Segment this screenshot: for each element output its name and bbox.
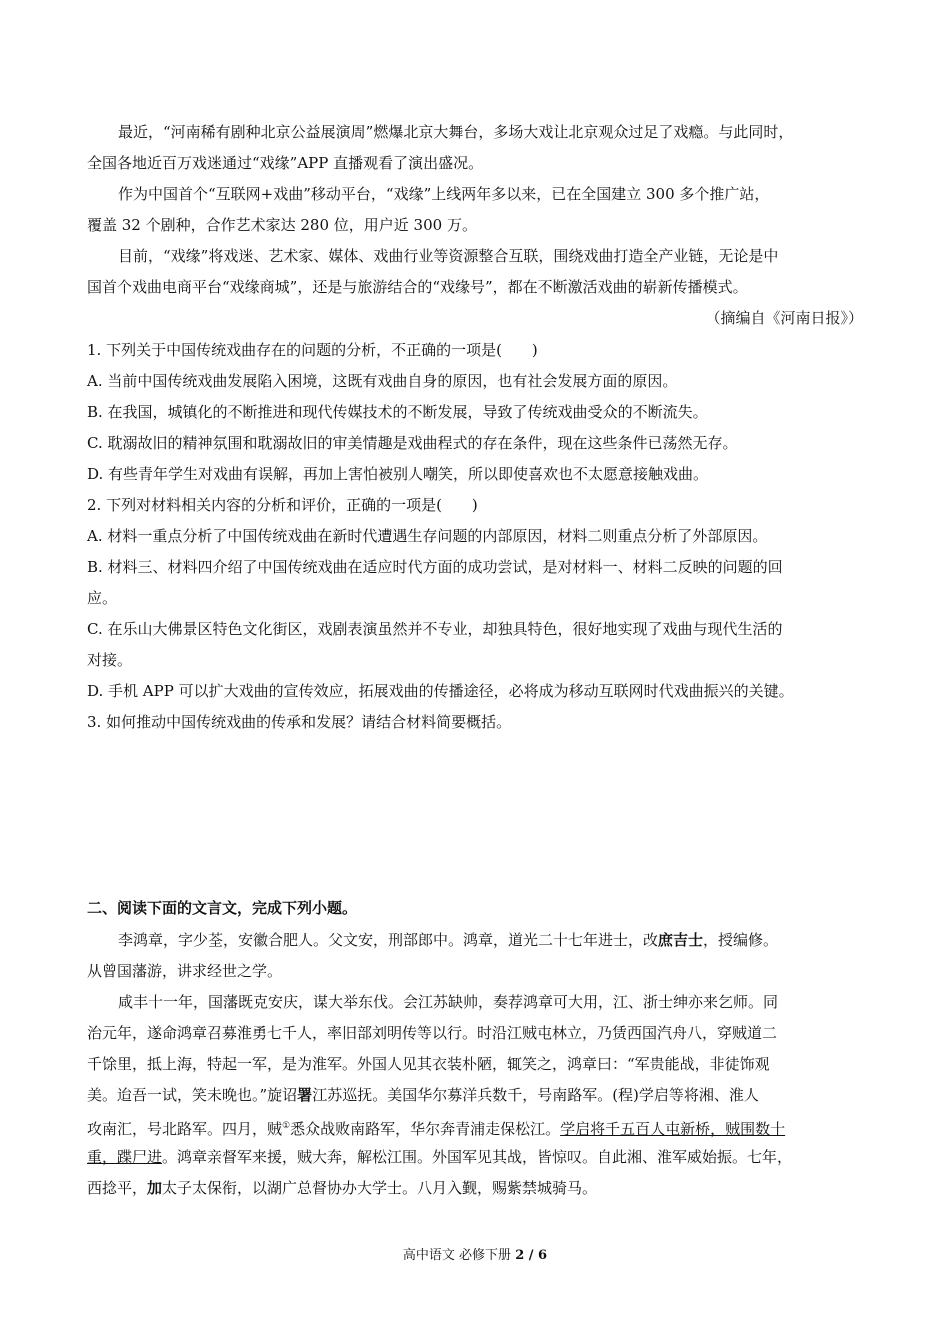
bold-term: 庶吉士 [658,931,704,949]
passage-line: 全国各地近百万戏迷通过“戏缘”APP 直播观看了演出盛况。 [87,154,484,172]
question-2-option-c: C. 在乐山大佛景区特色文化街区，戏剧表演虽然并不专业，却独具特色，很好地实现了戏曲与现代生活的 [87,620,783,638]
question-2-option-b: B. 材料三、材料四介绍了中国传统戏曲在适应时代方面的成功尝试，是对材料一、材料二反映的问题的回 [87,558,783,576]
classical-text-line [87,1178,863,1198]
question-3-stem: 3. 如何推动中国传统戏曲的传承和发展？请结合材料简要概括。 [87,713,512,731]
text-run: 江苏巡抚。美国华尔募洋兵数千，号南路军。(程)学启等将湘、淮人 [312,1086,759,1104]
text-run: 攻南汇，号北路军。四月，贼 [87,1120,283,1138]
text-run: 美。迨吾一试，笑未晚也。”旋诏 [87,1086,298,1104]
passage-line: 国首个戏曲电商平台“戏缘商城”，还是与旅游结合的“戏缘号”，都在不断激活戏曲的崭新传播模式。 [87,278,748,296]
text-run: ，授编修。 [703,931,779,949]
classical-text-line: 千馀里，抵上海，特起一军，是为淮军。外国人见其衣装朴陋，辄笑之，鸿章曰：“军贵能战，非徒饰观 [87,1055,770,1073]
question-2-option-a: A. 材料一重点分析了中国传统戏曲在新时代遭遇生存问题的内部原因，材料二则重点分析了外部原因。 [87,527,768,545]
passage-line: 最近，“河南稀有剧种北京公益展演周”燃爆北京大舞台，多场大戏让北京观众过足了戏瘾。与此同时， [118,123,794,141]
classical-text-line: 从曾国藩游，讲求经世之学。 [87,962,283,980]
question-1-stem: 1. 下列关于中国传统戏曲存在的问题的分析，不正确的一项是( ) [87,341,538,359]
text-run: 太子太保衔，以湖广总督协办大学士。八月入觐，赐紫禁城骑马。 [162,1179,598,1197]
source-citation: （摘编自《河南日报》） [705,309,863,327]
text-run: 西捻平， [87,1179,148,1197]
question-1-option-b: B. 在我国，城镇化的不断推进和现代传媒技术的不断发展，导致了传统戏曲受众的不断流失。 [87,403,708,421]
page-number: 2 / 6 [515,1248,548,1263]
question-2-option-c-cont: 对接。 [87,651,133,669]
bold-term: 署 [297,1086,313,1104]
passage-line: 目前，“戏缘”将戏迷、艺术家、媒体、戏曲行业等资源整合互联，围绕戏曲打造全产业链，无论是中 [118,247,779,265]
section-heading: 二、阅读下面的文言文，完成下列小题。 [87,899,358,917]
text-run: 悉众战败南路军，华尔奔青浦走保松江。 [290,1120,561,1138]
question-1-option-d: D. 有些青年学生对戏曲有误解，再加上害怕被别人嘲笑，所以即使喜欢也不太愿意接触戏曲。 [87,465,709,483]
question-2-stem: 2. 下列对材料相关内容的分析和评价，正确的一项是( ) [87,496,478,514]
classical-text-line: 咸丰十一年，国藩既克安庆，谋大举东伐。会江苏缺帅，奏荐鸿章可大用，江、浙士绅亦来乞师。同 [118,993,779,1011]
classical-text-line [118,930,863,950]
classical-text-line [87,1147,863,1167]
classical-text-line [87,1085,863,1105]
question-1-option-c: C. 耽溺故旧的精神氛围和耽溺故旧的审美情趣是戏曲程式的存在条件，现在这些条件已荡然无存。 [87,434,738,452]
page-footer [0,1247,950,1265]
text-run: 李鸿章，字少荃，安徽合肥人。父文安，刑部郎中。鸿章，道光二十七年进士，改 [118,931,659,949]
classical-text-line: 治元年，遂命鸿章召募淮勇七千人，率旧部刘明传等以行。时沿江贼屯林立，乃赁西国汽舟八，穿贼道二 [87,1024,778,1042]
question-1-option-a: A. 当前中国传统戏曲发展陷入困境，这既有戏曲自身的原因，也有社会发展方面的原因。 [87,372,678,390]
question-2-option-d: D. 手机 APP 可以扩大戏曲的宣传效应，拓展戏曲的传播途径，必将成为移动互联网时代戏曲振兴的关键。 [87,682,794,700]
passage-line: 作为中国首个“互联网+戏曲”移动平台，“戏缘”上线两年多以来，已在全国建立 300 多个推广站， [118,185,770,203]
footnote-marker: ① [282,1121,291,1131]
classical-text-line [87,1116,863,1139]
underlined-sentence: 学启将千五百人屯新桥，贼围数十 [560,1120,786,1138]
underlined-sentence: 重，蹀尸进 [87,1148,163,1166]
bold-term: 加 [147,1179,163,1197]
text-run: 。鸿章亲督军来援，贼大奔，解松江围。外国军见其战，皆惊叹。自此湘、淮军威始振。七年， [162,1148,793,1166]
passage-line: 覆盖 32 个剧种，合作艺术家达 280 位，用户近 300 万。 [87,216,477,234]
footer-course: 高中语文 必修下册 [402,1248,512,1263]
question-2-option-b-cont: 应。 [87,589,118,607]
